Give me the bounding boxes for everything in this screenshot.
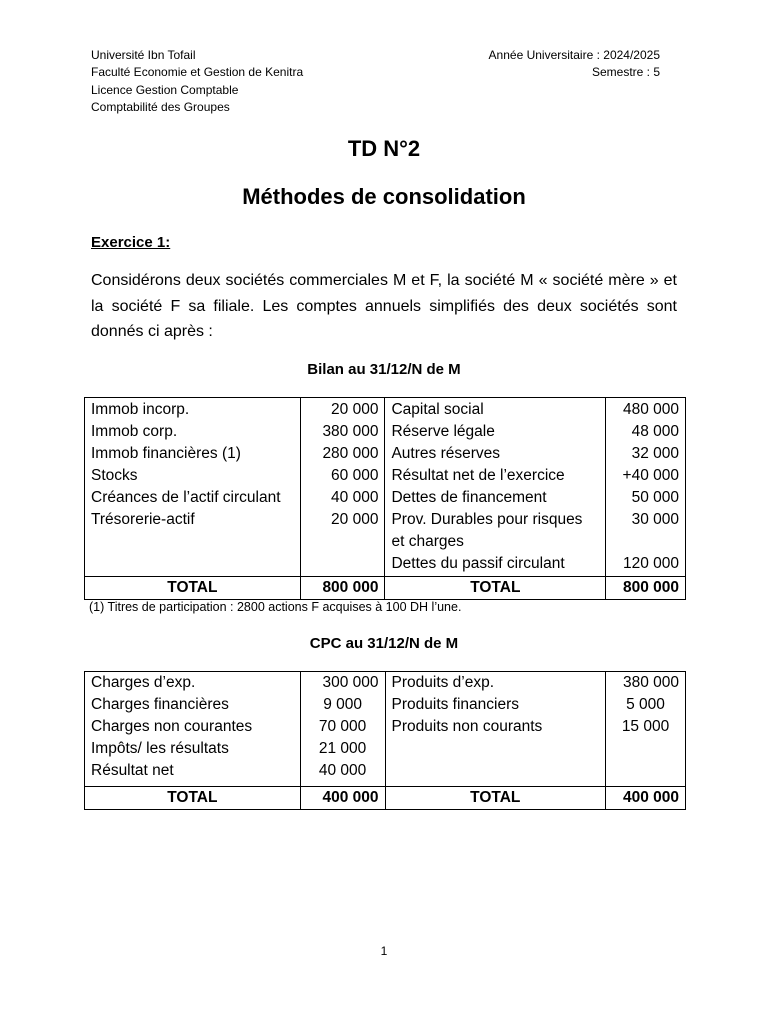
produits-values — [606, 672, 686, 787]
institution-block — [91, 47, 303, 116]
liability-value: 32 000 — [631, 445, 679, 462]
total-produits-value: 400 000 — [606, 787, 686, 810]
asset-value: 60 000 — [331, 467, 379, 484]
liabilities-labels — [385, 398, 606, 577]
cpc-total-row — [85, 787, 686, 810]
produit-value: 380 000 — [622, 674, 679, 691]
charge-label: Impôts/ les résultats — [91, 740, 229, 757]
charges-values — [300, 672, 385, 787]
course-name: Comptabilité des Groupes — [91, 99, 230, 114]
asset-value: 280 000 — [322, 445, 379, 462]
academic-info-block — [489, 47, 660, 82]
asset-label: Immob corp. — [91, 423, 178, 440]
charge-label: Résultat net — [91, 762, 174, 779]
charges-labels — [85, 672, 301, 787]
semester: Semestre : 5 — [591, 65, 660, 80]
bilan-total-row — [85, 577, 686, 600]
liability-label: et charges — [391, 533, 464, 550]
faculty-name: Faculté Economie et Gestion de Kenitra — [91, 65, 304, 80]
asset-label: Trésorerie-actif — [91, 511, 195, 528]
liability-label: Prov. Durables pour risques — [391, 511, 583, 528]
bilan-footnote: (1) Titres de participation : 2800 actions F acquises à 100 DH l’une. — [89, 600, 462, 614]
liability-label: Capital social — [391, 401, 484, 418]
liability-label: Autres réserves — [391, 445, 501, 462]
liability-value: 48 000 — [631, 423, 679, 440]
produit-label: Produits non courants — [391, 718, 543, 735]
cpc-table — [84, 671, 686, 810]
liabilities-values — [606, 398, 686, 577]
liability-value: +40 000 — [622, 467, 679, 484]
liability-value: 480 000 — [622, 401, 679, 418]
total-assets-value: 800 000 — [300, 577, 385, 600]
liability-label: Résultat net de l’exercice — [391, 467, 565, 484]
asset-value: 380 000 — [322, 423, 379, 440]
charge-label: Charges d’exp. — [91, 674, 196, 691]
asset-value: 20 000 — [331, 511, 379, 528]
asset-value: 20 000 — [331, 401, 379, 418]
university-name: Université Ibn Tofail — [91, 48, 196, 62]
total-label: TOTAL — [85, 787, 301, 810]
liability-label: Dettes de financement — [391, 489, 547, 506]
exercise-heading: Exercice 1: — [91, 234, 171, 251]
total-label: TOTAL — [85, 577, 301, 600]
main-title: Méthodes de consolidation — [242, 184, 526, 209]
cpc-body-row — [85, 672, 686, 787]
produit-value: 15 000 — [621, 718, 670, 735]
td-title: TD N°2 — [347, 136, 421, 161]
cpc-title: CPC au 31/12/N de M — [309, 635, 459, 652]
charge-label: Charges financières — [91, 696, 229, 713]
page-header — [91, 47, 660, 116]
charge-value: 300 000 — [322, 674, 379, 691]
liability-value: 30 000 — [631, 511, 679, 528]
program-name: Licence Gestion Comptable — [91, 82, 239, 97]
produit-value: 5 000 — [626, 696, 665, 713]
total-label: TOTAL — [385, 577, 606, 600]
produit-label: Produits financiers — [391, 696, 520, 713]
liability-value: 50 000 — [631, 489, 679, 506]
asset-label: Immob financières (1) — [91, 445, 241, 462]
charge-label: Charges non courantes — [91, 718, 253, 735]
produit-label: Produits d’exp. — [391, 674, 495, 691]
asset-label: Stocks — [91, 467, 138, 484]
total-charges-value: 400 000 — [300, 787, 385, 810]
bilan-body-row — [85, 398, 686, 577]
bilan-title: Bilan au 31/12/N de M — [307, 361, 461, 378]
assets-labels — [85, 398, 301, 577]
total-liabilities-value: 800 000 — [606, 577, 686, 600]
asset-value: 40 000 — [331, 489, 379, 506]
charge-value: 70 000 — [318, 718, 367, 735]
charge-value: 9 000 — [323, 696, 362, 713]
bilan-table — [84, 397, 686, 600]
asset-label: Créances de l’actif circulant — [91, 489, 281, 506]
page-number: 1 — [380, 944, 388, 958]
asset-label: Immob incorp. — [91, 401, 190, 418]
liability-label: Réserve légale — [391, 423, 495, 440]
exercise-intro: Considérons deux sociétés commerciales M et F, la société M « société mère » et la société F sa filiale. Les comptes annuels simplifiés des deux sociétés sont donnés ci après : — [91, 272, 677, 340]
charge-value: 21 000 — [318, 740, 367, 757]
total-label: TOTAL — [385, 787, 606, 810]
produits-labels — [385, 672, 606, 787]
liability-label: Dettes du passif circulant — [391, 555, 565, 572]
assets-values — [300, 398, 385, 577]
academic-year: Année Universitaire : 2024/2025 — [488, 48, 660, 62]
charge-value: 40 000 — [318, 762, 367, 779]
liability-value: 120 000 — [622, 555, 679, 572]
